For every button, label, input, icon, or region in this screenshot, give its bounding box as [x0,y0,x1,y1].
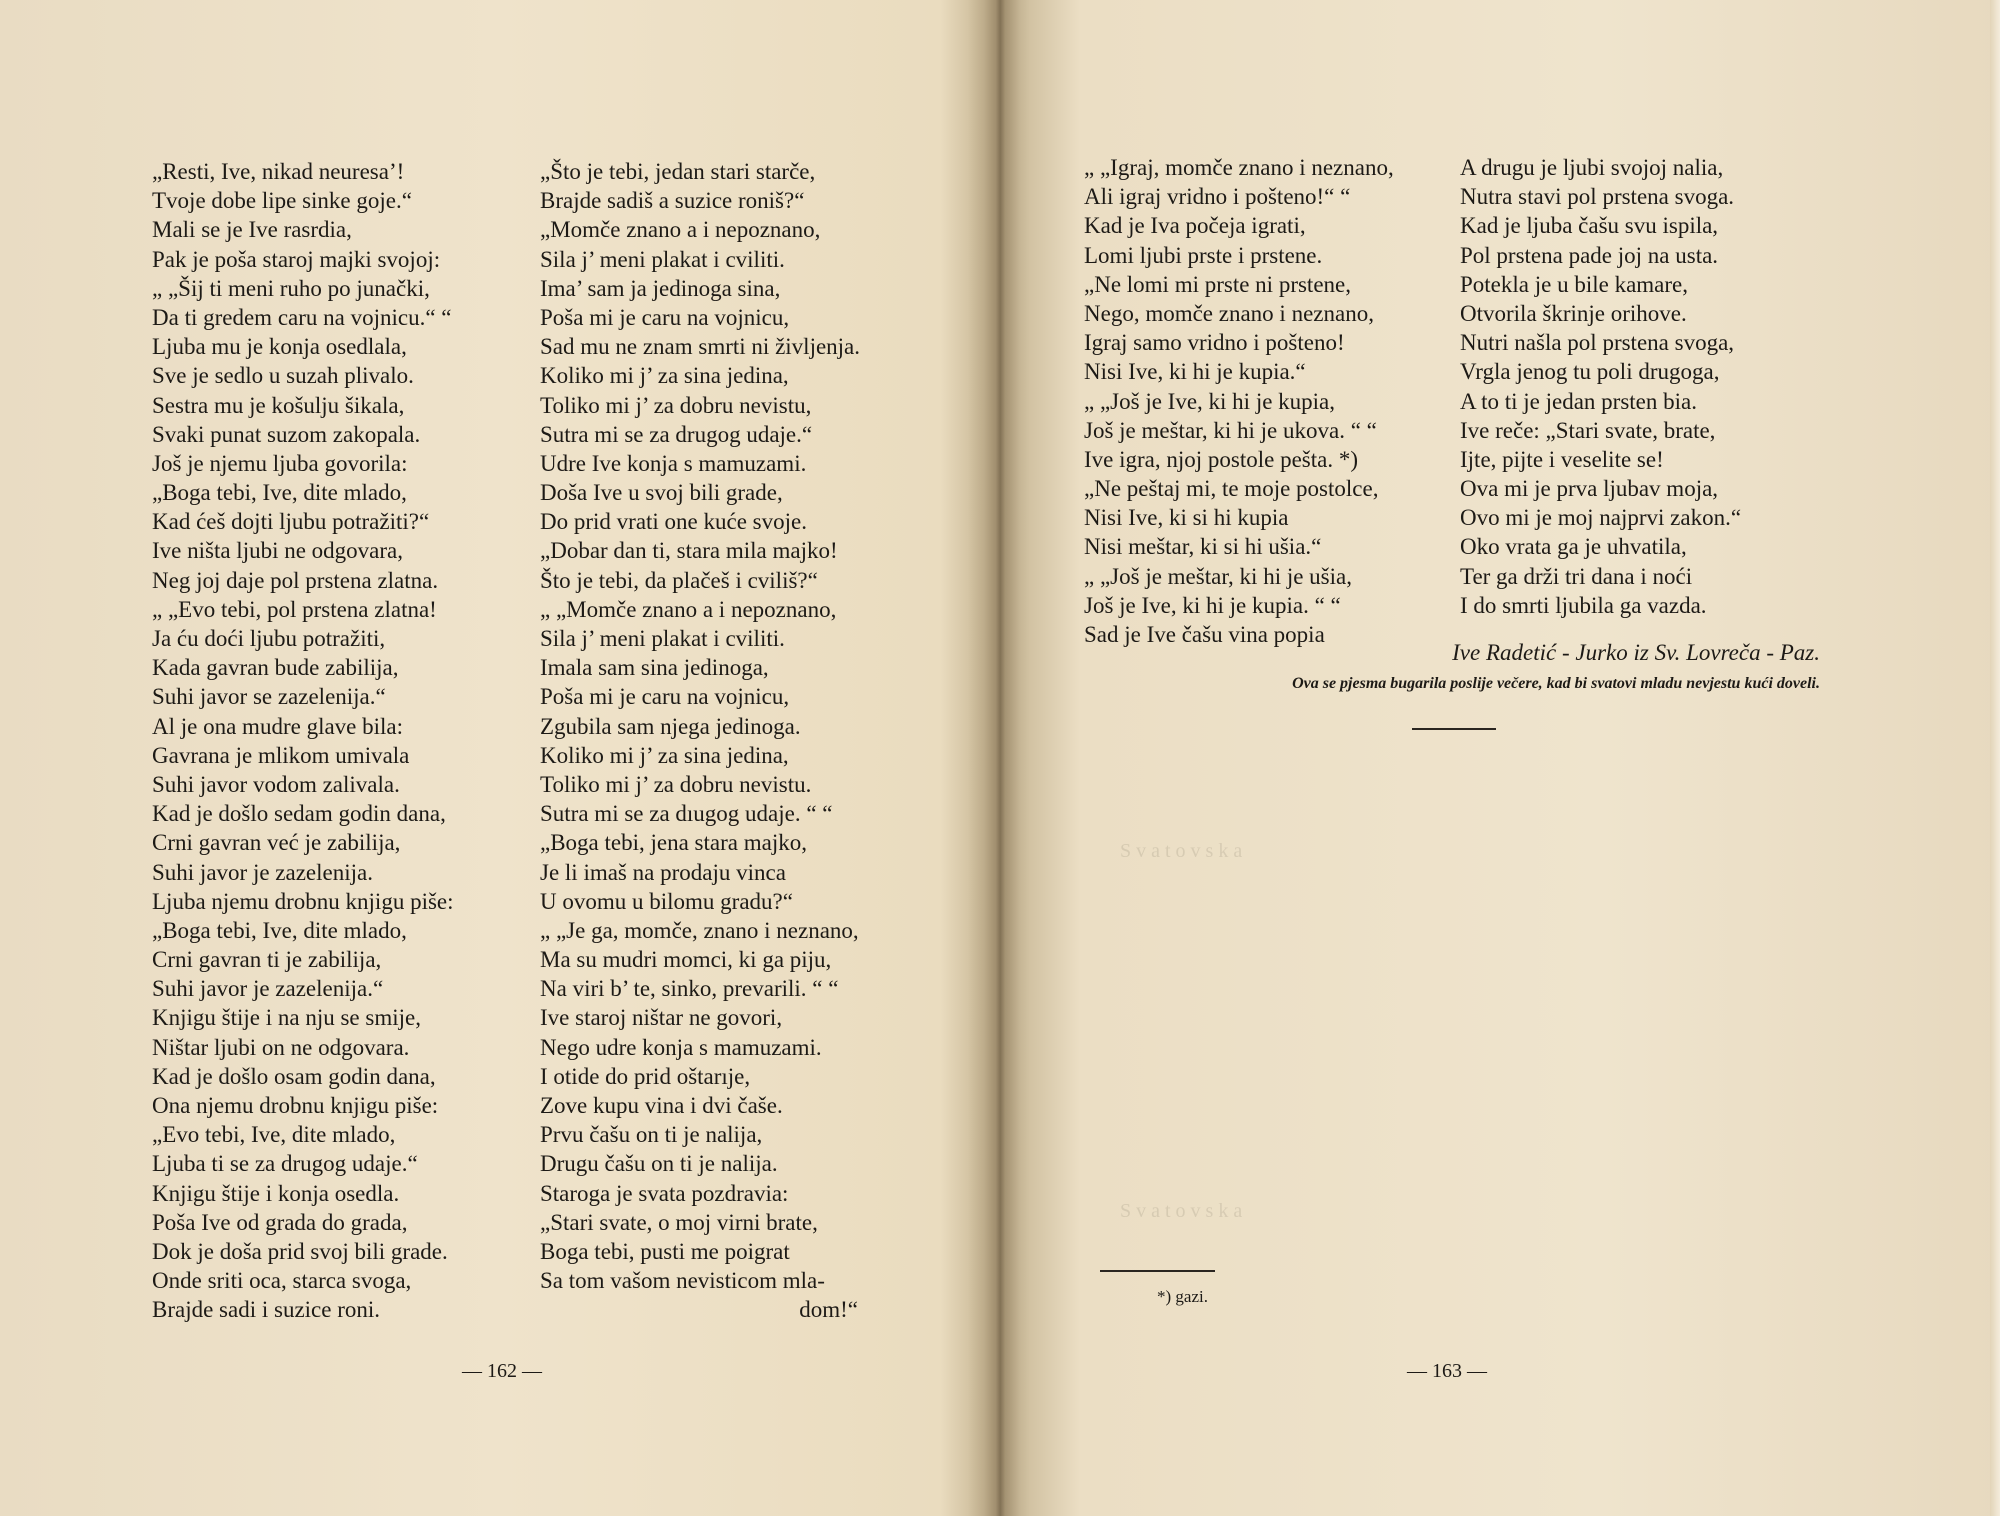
verse-line: Sestra mu je košulju šikala, [152,392,405,418]
verse-line: Ali igraj vridno i pošteno!“ “ [1084,184,1351,210]
author-attribution: Ive Radetić - Jurko iz Sv. Lovreča - Paz. [1452,640,1820,665]
book-fold [968,0,1030,1516]
verse-line: Neg joj daje pol prstena zlatna. [152,567,439,593]
verse-line: Poša Ive od grada do grada, [152,1209,408,1235]
verse-line: Pak je poša staroj majki svojoj: [152,246,441,272]
page-number-right: — 163 — [1407,1360,1487,1382]
verse-line: Još je meštar, ki hi je ukova. “ “ [1084,417,1377,443]
verse-line: Toliko mi j’ za dobru nevistu, [540,392,812,418]
verse-line: Poša mi je caru na vojnicu, [540,684,790,710]
verse-line: I do smrti ljubila ga vazda. [1460,592,1707,618]
verse-line: Otvorila škrinje orihove. [1460,300,1687,326]
verse-line: Je li imaš na prodaju vinca [540,859,786,885]
bleed-through: S v a t o v s k a [1120,840,1243,862]
verse-line: Tvoje dobe lipe sinke goje.“ [152,188,412,214]
verse-line: „ „Još je meštar, ki hi je ušia, [1084,563,1352,589]
verse-line: Knjigu štije i konja osedla. [152,1180,400,1206]
page-edge [1990,0,2000,1516]
verse-line: A to ti je jedan prsten bia. [1460,388,1697,414]
verse-line: Kad je ljuba čašu svu ispila, [1460,213,1719,239]
performance-note: Ova se pjesma bugarila poslije večere, kad bi svatovi mladu nevjestu kući doveli. [1292,675,1820,692]
verse-line: Vrgla jenog tu poli drugoga, [1460,359,1720,385]
verse-line: Ništar ljubi on ne odgovara. [152,1034,410,1060]
verse-line: Suhi javor je zazelenija.“ [152,976,384,1002]
verse-line: „Ne peštaj mi, te moje postolce, [1084,476,1379,502]
verse-line: Sad mu ne znam smrti ni življenja. [540,334,861,360]
verse-line: Nego, momče znano i neznano, [1084,300,1374,326]
poem-column-left-page-2 [540,157,890,1325]
verse-line: Kad je došlo sedam godin dana, [152,801,446,827]
verse-line: „ „Je ga, momče, znano i neznano, [540,917,859,943]
verse-line: Suhi javor vodom zalivala. [152,771,400,797]
verse-line: Nutra stavi pol prstena svoga. [1460,184,1735,210]
verse-line: Boga tebi, pusti me poigrat [540,1238,790,1264]
verse-line: Još je njemu ljuba govorila: [152,450,408,476]
footnote: *) gazi. [1157,1287,1208,1306]
verse-line: Ive igra, njoj postole pešta. *) [1084,446,1359,472]
verse-line: Potekla je u bile kamare, [1460,271,1689,297]
verse-line: Al je ona mudre glave bila: [152,713,404,739]
verse-line: dom!“ [799,1297,858,1323]
section-divider [1412,728,1496,730]
verse-line: „Boga tebi, jena stara majko, [540,830,807,856]
verse-line: U ovomu u bilomu gradu?“ [540,888,793,914]
verse-line: Ijte, pijte i veselite se! [1460,446,1664,472]
verse-line: „Što je tebi, jedan stari starče, [540,159,816,184]
verse-line: „ „Evo tebi, pol prstena zlatna! [152,596,437,622]
verse-line: Što je tebi, da plačeš i cviliš?“ [540,567,818,593]
verse-line: Zove kupu vina i dvi čaše. [540,1093,783,1118]
verse-line: „Momče znano a i nepoznano, [540,217,821,243]
verse-line: Nego udre konja s mamuzami. [540,1034,822,1060]
verse-line: Još je Ive, ki hi je kupia. “ “ [1084,592,1341,618]
footnote-rule [1100,1270,1215,1272]
page-number-left: — 162 — [462,1360,542,1382]
verse-line: Sa tom vašom nevisticom mla- [540,1268,825,1294]
verse-line: „ „Momče znano a i nepoznano, [540,596,837,622]
verse-line: Do prid vrati one kuće svoje. [540,509,807,535]
verse-line: Lomi ljubi prste i prstene. [1084,242,1323,268]
verse-line: A drugu je ljubi svojoj nalia, [1460,155,1724,180]
verse-line: Udre Ive konja s mamuzami. [540,450,807,476]
bleed-through: S v a t o v s k a [1120,1200,1243,1222]
verse-line: Sutra mi se za drugog udaje.“ [540,421,813,447]
verse-line: Ovo mi je moj najprvi zakon.“ [1460,505,1742,531]
poem-column-right-page-1 [1084,153,1454,649]
verse-line: Onde sriti oca, starca svoga, [152,1268,412,1294]
verse-line: Da ti gredem caru na vojnicu.“ “ [152,304,452,330]
verse-line: Doša Ive u svoj bili grade, [540,480,783,506]
verse-line: I otide do prid oštarıje, [540,1063,751,1089]
verse-line: Staroga je svata pozdravia: [540,1180,789,1206]
verse-line: Nisi Ive, ki hi je kupia.“ [1084,359,1306,385]
verse-line: Suhi javor je zazelenija. [152,859,373,885]
verse-line: Nisi Ive, ki si hi kupia [1084,505,1289,531]
verse-line: Kad ćeš dojti ljubu potražiti?“ [152,509,430,535]
verse-line: Toliko mi j’ za dobru nevistu. [540,771,812,797]
verse-line: Ja ću doći ljubu potražiti, [152,626,386,651]
verse-line: Sad je Ive čašu vina popia [1084,622,1325,647]
verse-line: Pol prstena pade joj na usta. [1460,242,1719,268]
verse-line: Ona njemu drobnu knjigu piše: [152,1093,439,1118]
verse-line: Na viri b’ te, sinko, prevarili. “ “ [540,976,839,1002]
verse-line: Ive ništa ljubi ne odgovara, [152,538,404,564]
verse-line: Kad je Iva počeja igrati, [1084,213,1306,239]
verse-line: Imala sam sina jedinoga, [540,655,769,681]
verse-line: „Boga tebi, Ive, dite mlado, [152,917,407,943]
verse-line: „Boga tebi, Ive, dite mlado, [152,480,407,506]
verse-line: Ter ga drži tri dana i noći [1460,563,1693,589]
verse-line: „ „Još je Ive, ki hi je kupia, [1084,388,1336,414]
verse-line: „Ne lomi mi prste ni prstene, [1084,271,1351,297]
verse-line: Crni gavran već je zabilija, [152,830,401,856]
verse-line: Ima’ sam ja jedinoga sina, [540,275,781,301]
verse-line: Suhi javor se zazelenija.“ [152,684,386,710]
verse-line: Ma su mudri momci, ki ga piju, [540,947,832,973]
verse-line: Dok je doša prid svoj bili grade. [152,1238,448,1264]
verse-line: Knjigu štije i na nju se smije, [152,1005,421,1031]
poem-column-left-page-1 [152,157,512,1325]
verse-line: „ „Šij ti meni ruho po junački, [152,275,430,301]
verse-line: Sila j’ meni plakat i cviliti. [540,246,785,272]
verse-line: Brajde sadi i suzice roni. [152,1297,381,1323]
verse-line: Ova mi je prva ljubav moja, [1460,476,1719,502]
verse-line: Koliko mi j’ za sina jedina, [540,363,789,389]
verse-line: „Evo tebi, Ive, dite mlado, [152,1122,396,1148]
verse-line: Crni gavran ti je zabilija, [152,947,382,973]
verse-line: Sila j’ meni plakat i cviliti. [540,626,785,651]
verse-line: Mali se je Ive rasrdia, [152,217,352,243]
verse-line: Brajde sadiš a suzice roniš?“ [540,188,805,214]
verse-line: Ljuba ti se za drugog udaje.“ [152,1151,418,1177]
verse-line: Zgubila sam njega jedinoga. [540,713,801,739]
verse-line: Koliko mi j’ za sina jedina, [540,742,789,768]
verse-line: Drugu čašu on ti je nalija. [540,1151,778,1177]
verse-line: Igraj samo vridno i pošteno! [1084,330,1345,356]
verse-line: „ „Igraj, momče znano i neznano, [1084,155,1394,180]
verse-line: Oko vrata ga je uhvatila, [1460,534,1687,560]
poem-column-right-page-2 [1460,153,1835,620]
verse-line: Ive staroj ništar ne govori, [540,1005,783,1031]
verse-line: Nutri našla pol prstena svoga, [1460,330,1735,356]
verse-line: Sve je sedlo u suzah plivalo. [152,363,414,389]
verse-line: „Stari svate, o moj virni brate, [540,1209,818,1235]
verse-line: „Resti, Ive, nikad neuresa’! [152,159,405,184]
verse-line: Nisi meštar, ki si hi ušia.“ [1084,534,1322,560]
verse-line: Gavrana je mlikom umivala [152,742,410,768]
verse-line: Ive reče: „Stari svate, brate, [1460,417,1716,443]
verse-line: Ljuba mu je konja osedlala, [152,334,407,360]
verse-line: Svaki punat suzom zakopala. [152,421,421,447]
verse-line: Sutra mi se za dıugog udaje. “ “ [540,801,833,827]
verse-line: „Dobar dan ti, stara mila majko! [540,538,838,564]
verse-line: Kad je došlo osam godin dana, [152,1063,436,1089]
verse-line: Prvu čašu on ti je nalija, [540,1122,763,1148]
verse-line: Ljuba njemu drobnu knjigu piše: [152,888,454,914]
verse-line: Kada gavran bude zabilija, [152,655,399,681]
verse-line: Poša mi je caru na vojnicu, [540,304,790,330]
